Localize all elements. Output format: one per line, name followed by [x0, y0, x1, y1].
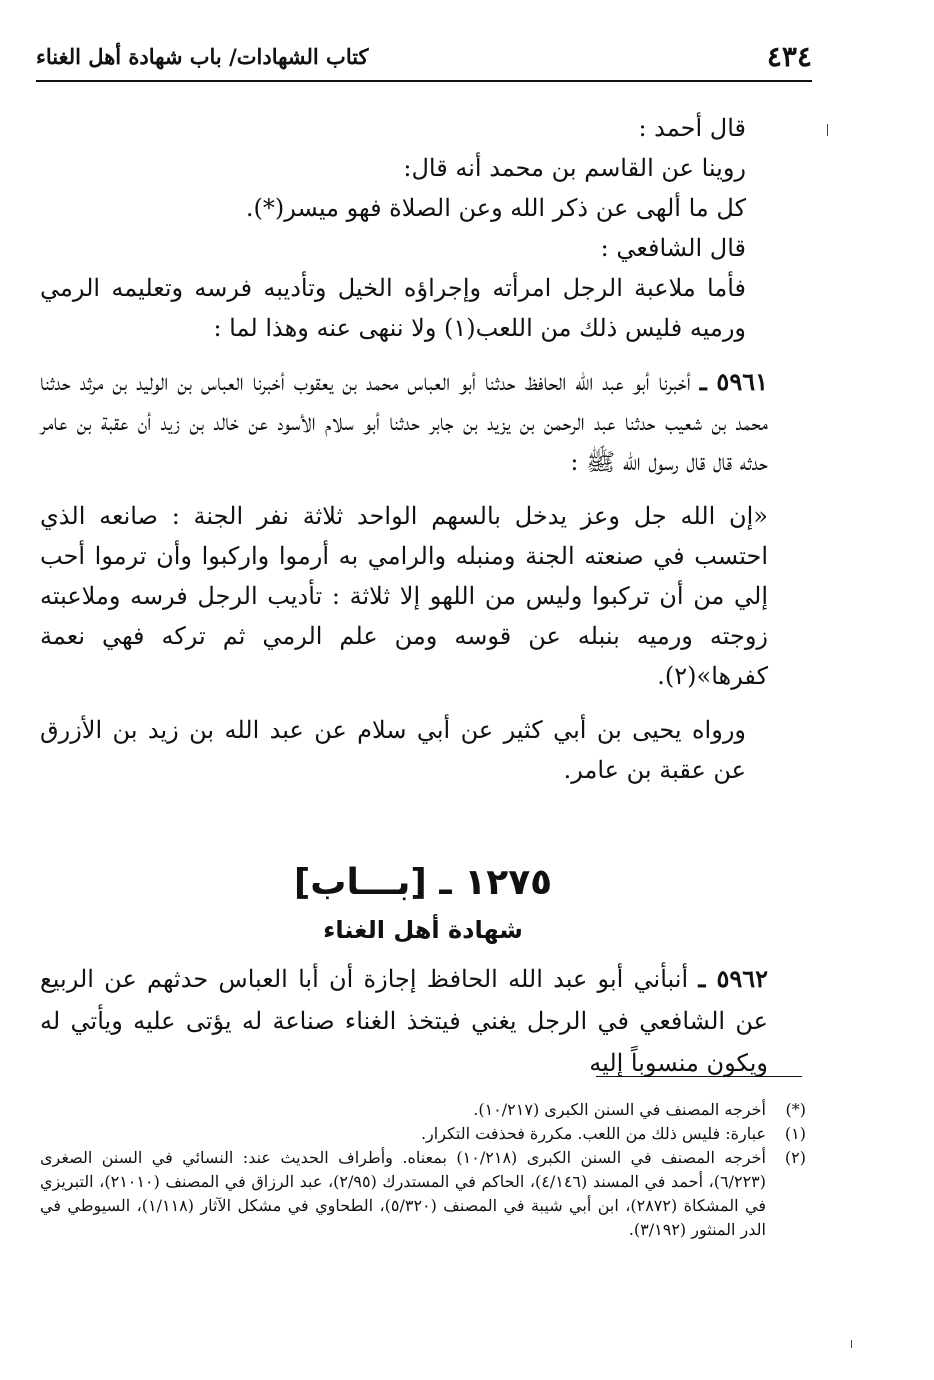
footnote-mark: (٢)	[784, 1148, 806, 1167]
hadith-text: أخبرنا أبو عبد الله الحافظ حدثنا أبو العباس محمد بن يعقوب أخبرنا العباس بن الوليد بن مرثد حدثنا محمد بن شعيب حدثنا عبد الرحمن بن يزيد بن جابر حدثنا أبو سلام الأسود عن خالد بن زيد أن عقبة بن عامر حدثه قال قال رسول الله ﷺ :	[40, 368, 769, 476]
scan-mark	[827, 124, 828, 136]
page-header	[36, 38, 812, 78]
hadith-5961	[40, 362, 806, 482]
footnote	[40, 1122, 806, 1146]
hadith-number: ٥٩٦١ ـ	[699, 367, 768, 396]
hadith-5962	[40, 958, 806, 1084]
main-text	[40, 108, 806, 790]
paragraph: روينا عن القاسم بن محمد أنه قال:	[403, 154, 746, 182]
running-title: كتاب الشهادات/ باب شهادة أهل الغناء	[36, 44, 369, 69]
footnotes	[40, 1098, 806, 1242]
hadith-quote: «إن الله جل وعز يدخل بالسهم الواحد ثلاثة نفر الجنة : صانعه الذي احتسب في صنعته الجنة ومنبله والرامي به أرموا واركبوا وأن ترموا أحب إلي من أن تركبوا وليس من اللهو إلا ثلاثة : تأديب الرجل فرسه وملاعبته زوجته ورميه بنبله عن قوسه ومن علم الرمي ثم تركه فهي نعمة كفرها»(٢).	[40, 502, 768, 690]
hadith-number: ٥٩٦٢ ـ	[698, 964, 768, 993]
header-rule	[36, 80, 812, 82]
paragraph: كل ما ألهى عن ذكر الله وعن الصلاة فهو ميسر(*).	[245, 194, 746, 222]
footnote-mark: (*)	[785, 1100, 806, 1119]
footnote	[40, 1098, 806, 1122]
paragraph: قال أحمد :	[638, 114, 746, 142]
footnote	[40, 1146, 806, 1242]
hadith-text: أنبأني أبو عبد الله الحافظ إجازة أن أبا العباس حدثهم عن الربيع عن الشافعي في الرجل يغني فيتخذ الغناء صناعة له يؤتى عليه ويأتي له ويكون منسوباً إليه	[40, 965, 768, 1077]
footnote-text: أخرجه المصنف في السنن الكبرى (١٠/٢١٨) بمعناه. وأطراف الحديث عند: النسائي في السنن الصغرى (٦/٢٢٣)، أحمد في المسند (٤/١٤٦)، الحاكم في المستدرك (٢/٩٥)، عبد الرزاق في المصنف (٢١٠١٠)، التبريزي في المشكاة (٢٨٧٢)، ابن أبي شيبة في المصنف (٥/٣٢٠)، الطحاوي في مشكل الآثار (١/١١٨)، السيوطي في الدر المنثور (٣/١٩٢).	[40, 1148, 767, 1239]
footnote-rule	[596, 1076, 802, 1077]
scan-mark	[851, 1340, 852, 1348]
page-number: ٤٣٤	[766, 40, 812, 73]
chapter-number: ١٢٧٥ ـ [بـــاب]	[293, 862, 553, 903]
footnote-mark: (١)	[784, 1124, 806, 1143]
footnote-text: أخرجه المصنف في السنن الكبرى (١٠/٢١٧).	[473, 1100, 766, 1119]
paragraph: فأما ملاعبة الرجل امرأته وإجراؤه الخيل وتأديبه فرسه وتعليمه الرمي ورميه فليس ذلك من اللعب(١) ولا ننهى عنه وهذا لما :	[40, 274, 746, 342]
main-text-2	[40, 958, 806, 1084]
paragraph: ورواه يحيى بن أبي كثير عن أبي سلام عن عبد الله بن زيد بن الأزرق عن عقبة بن عامر.	[40, 716, 746, 784]
chapter-heading	[40, 858, 806, 948]
paragraph: قال الشافعي :	[600, 234, 746, 262]
chapter-title: شهادة أهل الغناء	[323, 916, 523, 944]
footnote-text: عبارة: فليس ذلك من اللعب. مكررة فحذفت التكرار.	[420, 1124, 766, 1143]
